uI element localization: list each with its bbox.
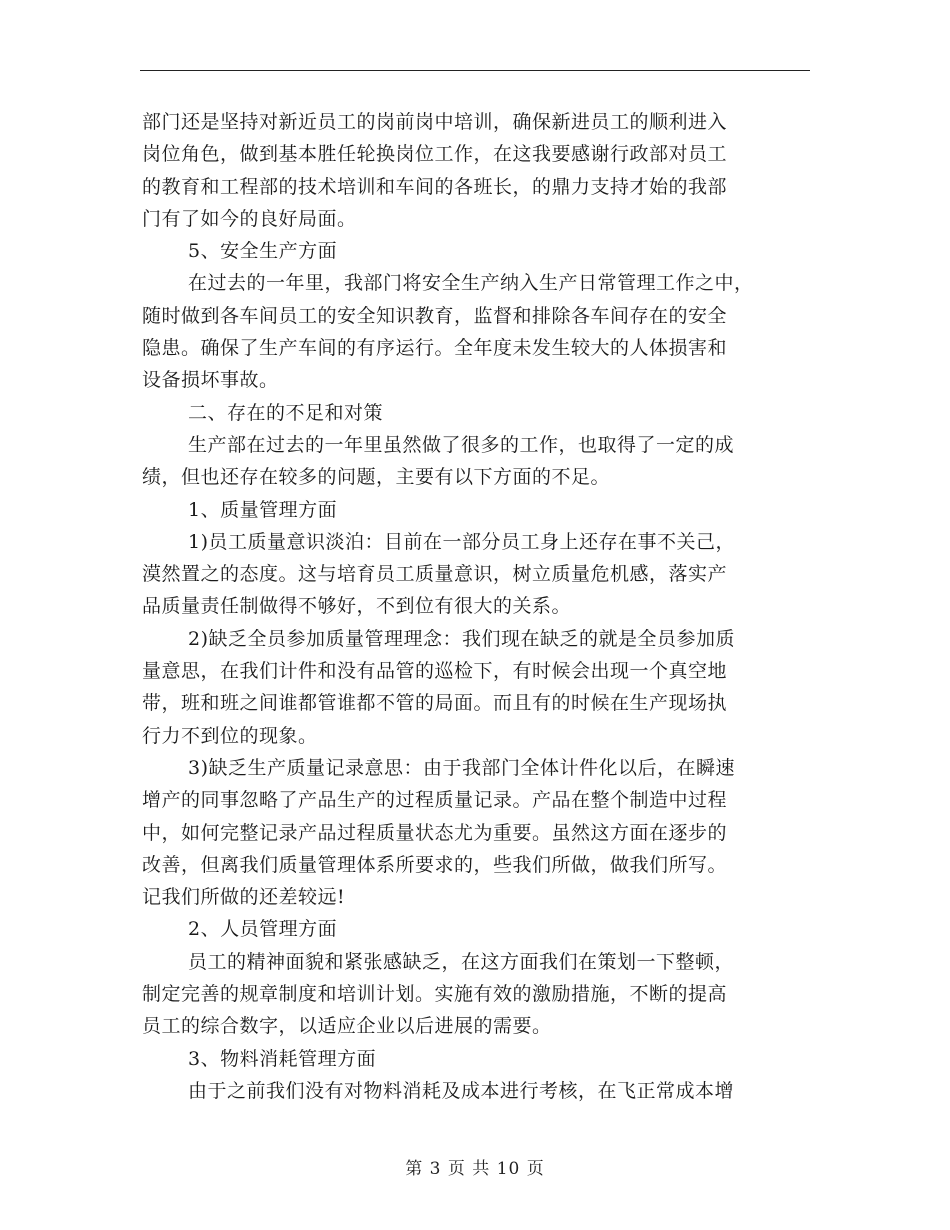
text-line: 行力不到位的现象。 — [142, 724, 318, 747]
text-line: 5、安全生产方面 — [188, 240, 338, 263]
text-line: 隐患。确保了生产车间的有序运行。全年度未发生较大的人体损害和 — [142, 337, 728, 360]
text-line: 带，班和班之间谁都管谁都不管的局面。而且有的时候在生产现场执 — [142, 692, 728, 715]
text-line: 二、存在的不足和对策 — [188, 401, 384, 424]
text-line: 2)缺乏全员参加质量管理理念：我们现在缺乏的就是全员参加质 — [188, 627, 736, 650]
text-line: 增产的同事忽略了产品生产的过程质量记录。产品在整个制造中过程 — [142, 789, 728, 812]
text-line: 量意思，在我们计件和没有品管的巡检下，有时候会出现一个真空地 — [142, 660, 728, 683]
text-line: 制定完善的规章制度和培训计划。实施有效的激励措施，不断的提高 — [142, 983, 728, 1006]
text-line: 的教育和工程部的技术培训和车间的各班长，的鼎力支持才始的我部 — [142, 175, 728, 198]
text-line: 随时做到各车间员工的安全知识教育，监督和排除各车间存在的安全 — [142, 304, 728, 327]
text-line: 2、人员管理方面 — [188, 918, 338, 941]
text-line: 漠然置之的态度。这与培育员工质量意识，树立质量危机感，落实产 — [142, 563, 728, 586]
text-line: 品质量责任制做得不够好，不到位有很大的关系。 — [142, 595, 572, 618]
document-body — [142, 106, 810, 1107]
text-line: 员工的综合数字，以适应企业以后进展的需要。 — [142, 1015, 552, 1038]
text-line: 3)缺乏生产质量记录意思：由于我部门全体计件化以后，在瞬速 — [188, 756, 736, 779]
text-line: 3、物料消耗管理方面 — [188, 1047, 377, 1070]
page-number-footer: 第 3 页 共 10 页 — [405, 1159, 545, 1179]
text-line: 1、质量管理方面 — [188, 498, 338, 521]
header-rule — [140, 70, 810, 71]
text-line: 员工的精神面貌和紧张感缺乏，在这方面我们在策划一下整顿， — [188, 950, 735, 973]
text-line: 由于之前我们没有对物料消耗及成本进行考核，在飞正常成本增 — [188, 1079, 735, 1102]
text-line: 中，如何完整记录产品过程质量状态尤为重要。虽然这方面在逐步的 — [142, 821, 728, 844]
text-line: 生产部在过去的一年里虽然做了很多的工作，也取得了一定的成 — [188, 433, 735, 456]
text-line: 门有了如今的良好局面。 — [142, 207, 357, 230]
text-line: 记我们所做的还差较远! — [142, 886, 346, 909]
text-line: 改善，但离我们质量管理体系所要求的，些我们所做，做我们所写。 — [142, 853, 728, 876]
text-line: 设备损坏事故。 — [142, 369, 279, 392]
text-line: 岗位角色，做到基本胜任轮换岗位工作，在这我要感谢行政部对员工 — [142, 143, 728, 166]
text-line: 部门还是坚持对新近员工的岗前岗中培训，确保新进员工的顺利进入 — [142, 111, 728, 133]
text-line: 1)员工质量意识淡泊：目前在一部分员工身上还存在事不关己， — [188, 530, 736, 553]
text-line: 绩，但也还存在较多的问题，主要有以下方面的不足。 — [142, 466, 611, 489]
text-line: 在过去的一年里，我部门将安全生产纳入生产日常管理工作之中， — [188, 272, 754, 295]
